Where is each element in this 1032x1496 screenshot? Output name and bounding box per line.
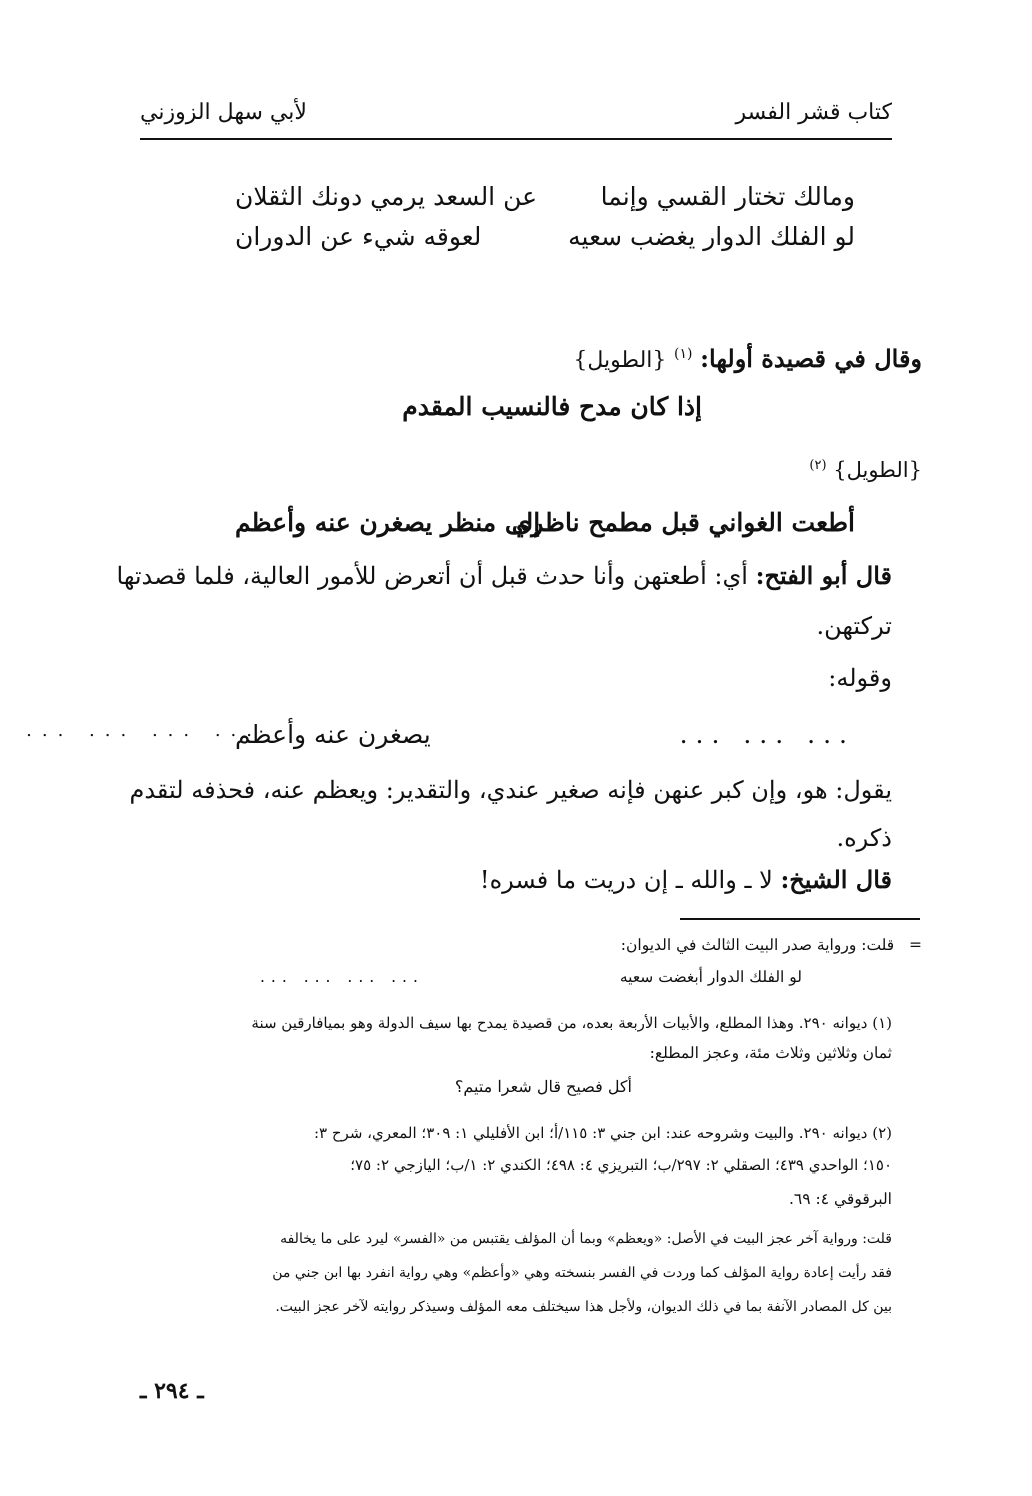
main-verse [235, 508, 855, 548]
meter-label: {الطويل} [833, 458, 922, 482]
footnote-2-cont: البرقوقي ٤: ٦٩. [788, 1190, 892, 1208]
verse-second-hemistich: عن السعد يرمي دونك الثقلان [235, 182, 538, 211]
footnote-ref: (١) [674, 346, 693, 362]
page-number: ـ ٢٩٤ ـ [140, 1378, 204, 1404]
verse-dots: ... ... ... [679, 720, 855, 749]
footnote-verse: لو الفلك الدوار أبغضت سعيه [619, 968, 802, 986]
footnote-ref: (٢) [809, 458, 827, 473]
running-header [140, 100, 892, 136]
verse-line-2 [235, 222, 855, 262]
commentary-speaker: قال أبو الفتح: [755, 561, 892, 590]
footnote-1-verse: أكل فصيح قال شعرا متيم؟ [454, 1077, 632, 1096]
commentary-abu-alfath [116, 561, 892, 590]
verse-second-hemistich: يصغرن عنه وأعظم [235, 720, 431, 749]
verse-second-hemistich: إلى منظر يصغرن عنه وأعظم [235, 508, 541, 537]
qawluhu-label: وقوله: [828, 664, 892, 692]
footnote-divider [680, 918, 920, 920]
quoted-verse [235, 720, 855, 760]
verse-dots-left: ... ... ... ... [26, 720, 262, 741]
continuation-mark: = [909, 936, 922, 954]
book-title: كتاب قشر الفسر [735, 100, 892, 125]
footnote-2-note: بين كل المصادر الآنفة بما في ذلك الديوان، ولأجل هذا سيختلف معه المؤلف وسيذكر روايته لآخر عجز البيت. [275, 1299, 892, 1315]
commentary-speaker: قال الشيخ: [780, 865, 892, 894]
verse-line-1 [235, 182, 855, 222]
header-divider [140, 138, 892, 140]
commentary-continuation: تركتهن. [816, 612, 892, 640]
footnote-continuation [142, 930, 922, 960]
commentary-shaykh [480, 866, 892, 894]
footnote-1: (١) ديوانه ٢٩٠. وهذا المطلع، والأبيات الأربعة بعده، من قصيدة يمدح بها سيف الدولة وهو بميافارقين سنة [251, 1014, 892, 1032]
footnote-text: قلت: ورواية صدر البيت الثالث في الديوان: [620, 936, 895, 954]
intro-text: وقال في قصيدة أولها: [700, 344, 922, 373]
meter-line [809, 452, 922, 484]
verse-first-hemistich: لو الفلك الدوار يغضب سعيه [568, 222, 855, 251]
footnote-2-note: قلت: ورواية آخر عجز البيت في الأصل: «ويعظم» وبما أن المؤلف يقتبس من «الفسر» ليرد على ما يخالفه [280, 1231, 892, 1247]
footnote-1-cont: ثمان وثلاثين وثلاث مئة، وعجز المطلع: [649, 1044, 892, 1062]
poem-intro [573, 340, 922, 375]
verse-first-hemistich: ومالك تختار القسي وإنما [600, 182, 855, 211]
footnote-2-note: فقد رأيت إعادة رواية المؤلف كما وردت في الفسر بنسخته وهي «وأعظم» وهي رواية انفرد بها ابن جني من [272, 1265, 892, 1281]
footnote-verse-dots: ... ... ... ... [260, 968, 424, 986]
opening-hemistich: إذا كان مدح فالنسيب المقدم [402, 392, 702, 421]
commentary-paragraph: يقول: هو، وإن كبر عنهن فإنه صغير عندي، والتقدير: ويعظم عنه، فحذفه لتقدم [129, 776, 892, 804]
commentary-text: لا ـ والله ـ إن دريت ما فسره! [479, 866, 773, 894]
author-name: لأبي سهل الزوزني [140, 100, 307, 125]
footnote-2-cont: ١٥٠؛ الواحدي ٤٣٩؛ الصقلي ٢: ٢٩٧/ب؛ التبريزي ٤: ٤٩٨؛ الكندي ٢: ١/ب؛ اليازجي ٢: ٧٥؛ [350, 1156, 892, 1174]
verse-first-hemistich: أطعت الغواني قبل مطمح ناظري [511, 508, 855, 537]
footnote-2: (٢) ديوانه ٢٩٠. والبيت وشروحه عند: ابن جني ٣: ١١٥/أ؛ ابن الأفليلي ١: ٣٠٩؛ المعري، شرح ٣: [313, 1124, 892, 1142]
verse-second-hemistich: لعوقه شيء عن الدوران [235, 222, 482, 251]
meter-label: {الطويل} [573, 348, 667, 373]
commentary-continuation: ذكره. [836, 824, 892, 852]
commentary-text: أي: أطعتهن وأنا حدث قبل أن أتعرض للأمور العالية، فلما قصدتها [116, 562, 748, 590]
